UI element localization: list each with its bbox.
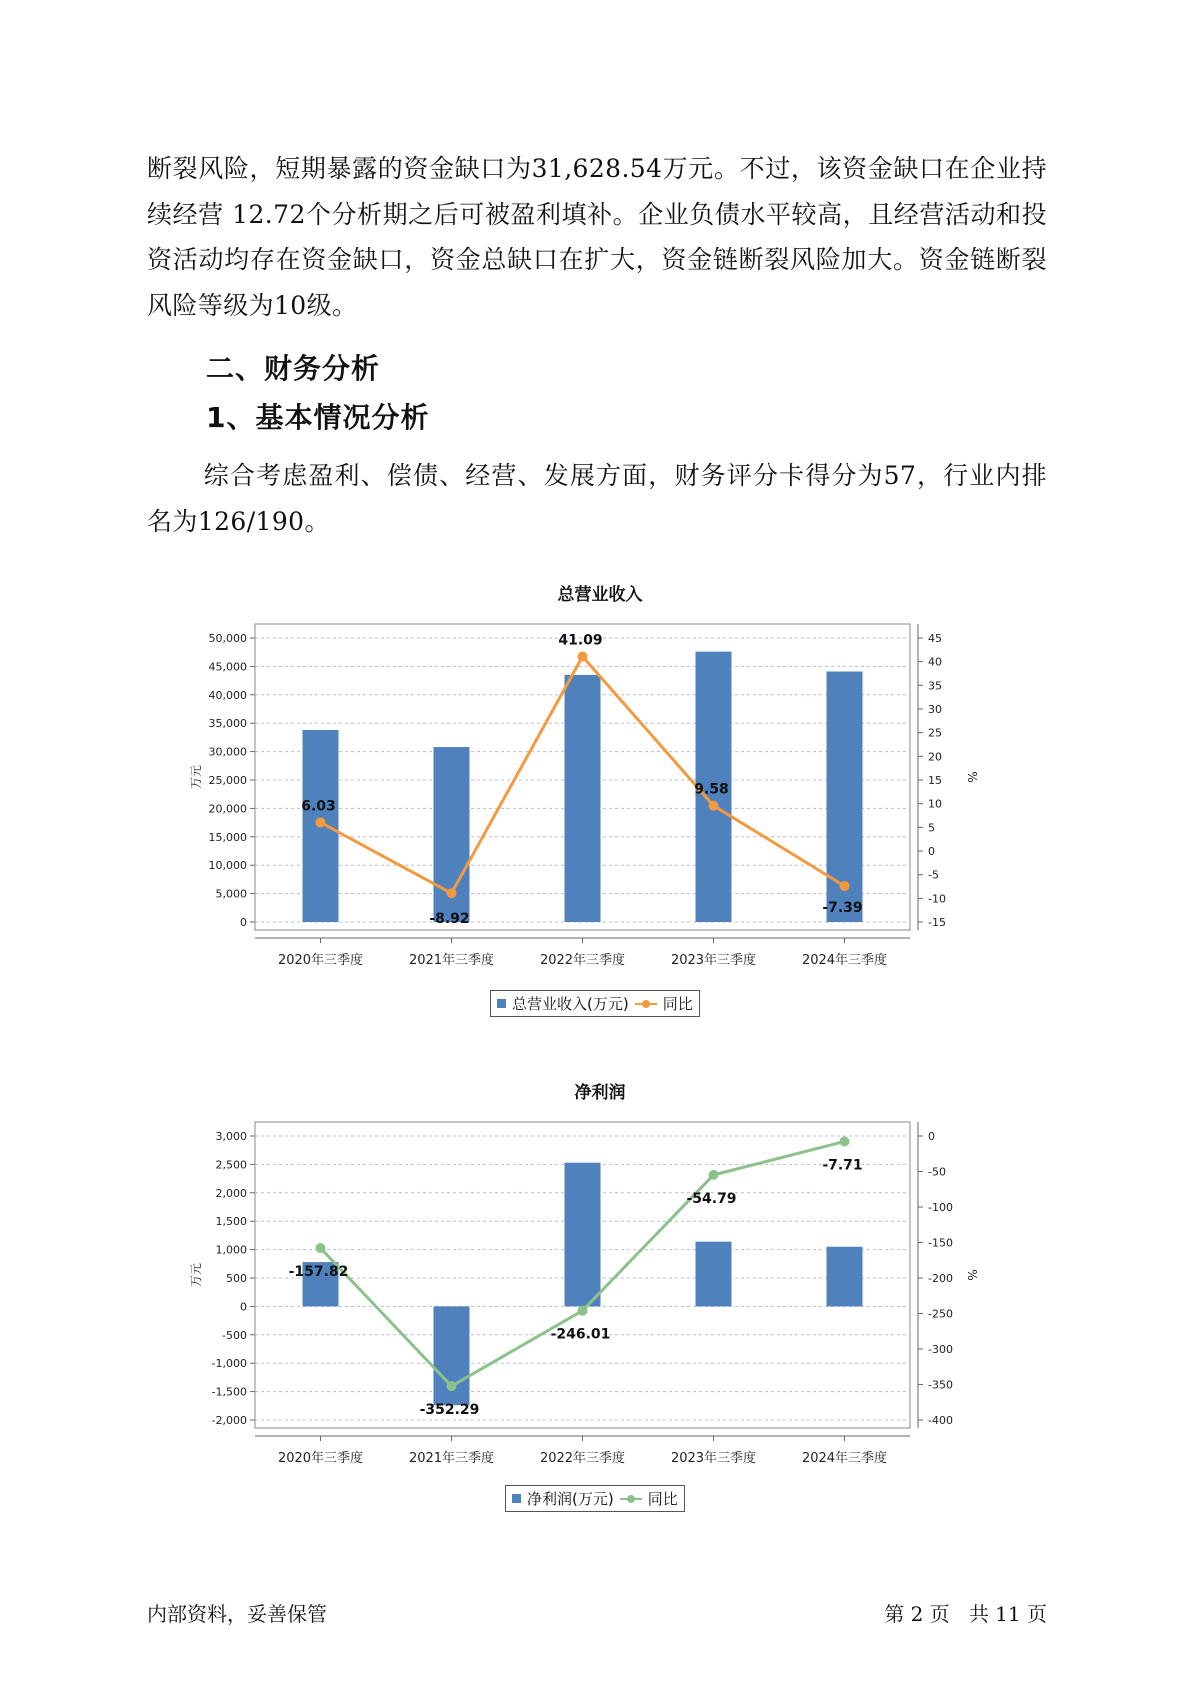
- y2-tick-label: -10: [928, 892, 946, 906]
- y2-tick-label: 30: [928, 703, 942, 716]
- y-axis-label: 万元: [189, 764, 203, 790]
- footer-confidential: 内部资料，妥善保管: [147, 1602, 327, 1626]
- line-point: [709, 801, 719, 811]
- bar: [565, 1163, 601, 1307]
- y-tick-label: -2,000: [211, 1414, 247, 1427]
- data-label: 6.03: [301, 798, 336, 815]
- line-point: [709, 1170, 719, 1180]
- net-profit-legend: [505, 1485, 685, 1512]
- y-tick-label: 500: [226, 1272, 247, 1285]
- x-tick-label: 2020年三季度: [277, 953, 364, 968]
- y2-tick-label: -100: [928, 1201, 953, 1214]
- legend-bar-label: 净利润(万元): [527, 1490, 614, 1508]
- y-tick-label: 30,000: [208, 745, 247, 759]
- data-label: -157.82: [288, 1264, 349, 1281]
- y-tick-label: 1,000: [215, 1243, 247, 1257]
- y2-tick-label: 0: [928, 1130, 935, 1143]
- line-point: [840, 881, 850, 891]
- y2-tick-label: 40: [928, 655, 942, 669]
- y-tick-label: 20,000: [208, 802, 247, 816]
- data-label: -8.92: [429, 911, 470, 928]
- chart-title-net-profit: 净利润: [574, 1083, 626, 1103]
- legend-line-label: 同比: [647, 1490, 678, 1508]
- y2-tick-label: 25: [928, 726, 942, 740]
- y2-tick-label: 5: [928, 821, 935, 835]
- data-label: -7.71: [822, 1157, 863, 1174]
- y-axis-label: 万元: [189, 1262, 203, 1288]
- data-label: 9.58: [694, 781, 729, 798]
- footer-page-number: 第 2 页 共 11 页: [884, 1602, 1047, 1626]
- x-tick-label: 2023年三季度: [670, 1451, 757, 1466]
- y-tick-label: -1,000: [211, 1357, 247, 1371]
- y2-tick-label: -150: [928, 1236, 953, 1250]
- x-tick-label: 2024年三季度: [801, 953, 888, 968]
- y2-tick-label: -250: [928, 1307, 953, 1321]
- bar: [696, 1242, 732, 1307]
- data-label: -54.79: [686, 1190, 737, 1207]
- y-tick-label: 2,500: [215, 1158, 247, 1172]
- x-tick-label: 2022年三季度: [539, 953, 626, 968]
- line-point: [316, 817, 326, 827]
- subsection-heading: 1、基本情况分析: [206, 401, 430, 434]
- y-tick-label: 0: [240, 1300, 247, 1314]
- y-tick-label: 15,000: [208, 830, 247, 844]
- data-label: -246.01: [550, 1326, 611, 1343]
- bar: [827, 1247, 863, 1307]
- y2-tick-label: 0: [928, 845, 935, 858]
- y2-tick-label: 20: [928, 750, 942, 764]
- y-tick-label: 5,000: [215, 887, 247, 901]
- y2-tick-label: -15: [928, 916, 946, 929]
- y2-axis-label: %: [965, 771, 979, 783]
- y-tick-label: 40,000: [208, 688, 247, 702]
- line-point: [447, 888, 457, 898]
- y-tick-label: 0: [240, 916, 247, 929]
- y-tick-label: 10,000: [208, 859, 247, 873]
- y2-tick-label: -50: [928, 1165, 946, 1179]
- x-tick-label: 2024年三季度: [801, 1451, 888, 1466]
- legend-bar-label: 总营业收入(万元): [512, 995, 629, 1013]
- y2-tick-label: 45: [928, 632, 942, 645]
- y-tick-label: 45,000: [208, 660, 247, 674]
- x-tick-label: 2020年三季度: [277, 1451, 364, 1466]
- y-tick-label: 25,000: [208, 774, 247, 787]
- y-tick-label: -1,500: [211, 1385, 247, 1399]
- y2-tick-label: -300: [928, 1343, 953, 1356]
- y2-tick-label: -5: [928, 868, 939, 882]
- y-tick-label: 2,000: [215, 1186, 247, 1200]
- line-point: [578, 652, 588, 662]
- y-tick-label: -500: [222, 1328, 247, 1342]
- net-profit-chart: [180, 1110, 1040, 1470]
- x-tick-label: 2022年三季度: [539, 1451, 626, 1466]
- line-point: [316, 1243, 326, 1253]
- section-heading: 二、财务分析: [206, 352, 381, 385]
- paragraph-risk: 断裂风险，短期暴露的资金缺口为31,628.54万元。不过，该资金缺口在企业持续经营 12.72个分析期之后可被盈利填补。企业负债水平较高，且经营活动和投资活动均存在资金缺口，资金总缺口在扩大，资金链断裂风险加大。资金链断裂风险等级为10级。: [147, 154, 1047, 320]
- legend-bar-swatch: [497, 999, 506, 1008]
- y2-tick-label: -400: [928, 1414, 953, 1427]
- legend-line-swatch: [635, 999, 657, 1009]
- y-tick-label: 1,500: [215, 1215, 247, 1229]
- y2-tick-label: 10: [928, 797, 942, 811]
- legend-line-label: 同比: [662, 995, 693, 1013]
- chart-title-revenue: 总营业收入: [557, 585, 643, 605]
- line-point: [447, 1381, 457, 1391]
- x-tick-label: 2023年三季度: [670, 953, 757, 968]
- bar: [565, 675, 601, 922]
- y2-tick-label: -200: [928, 1272, 953, 1285]
- y-tick-label: 35,000: [208, 717, 247, 731]
- revenue-chart: [180, 612, 1040, 972]
- y-tick-label: 3,000: [215, 1130, 247, 1143]
- line-point: [840, 1136, 850, 1146]
- legend-line-swatch: [620, 1494, 642, 1504]
- revenue-legend: [490, 990, 700, 1017]
- x-tick-label: 2021年三季度: [408, 953, 495, 968]
- line-point: [578, 1306, 588, 1316]
- data-label: -352.29: [419, 1402, 480, 1419]
- y2-tick-label: 15: [928, 774, 942, 787]
- y2-axis-label: %: [965, 1269, 979, 1281]
- legend-bar-swatch: [512, 1494, 521, 1503]
- paragraph-score: 综合考虑盈利、偿债、经营、发展方面，财务评分卡得分为57，行业内排名为126/190。: [147, 461, 1047, 536]
- y-tick-label: 50,000: [208, 632, 247, 645]
- data-label: 41.09: [558, 632, 603, 649]
- y2-tick-label: 35: [928, 679, 942, 693]
- y2-tick-label: -350: [928, 1378, 953, 1392]
- x-tick-label: 2021年三季度: [408, 1451, 495, 1466]
- data-label: -7.39: [822, 899, 863, 916]
